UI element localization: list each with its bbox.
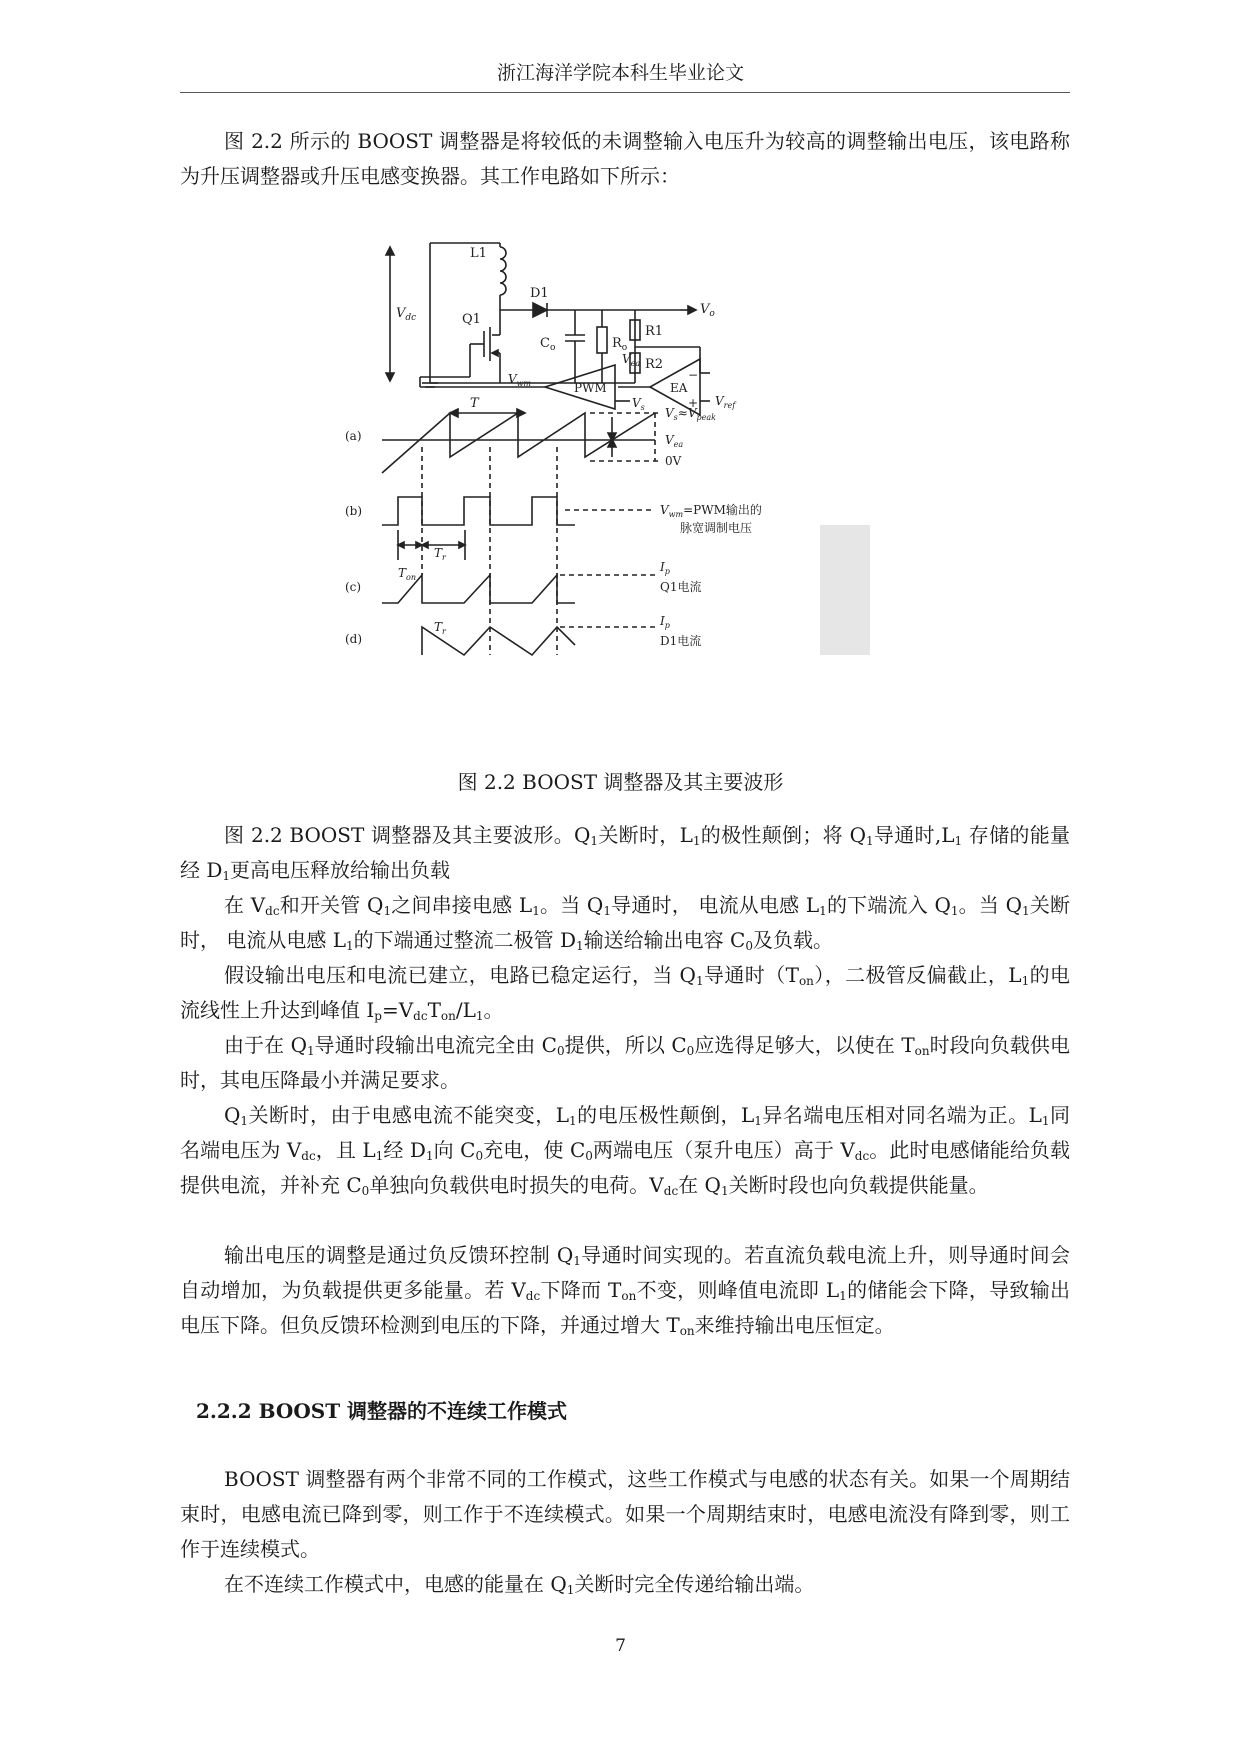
svg-text:Tr: [434, 546, 447, 562]
label-Vs: V: [632, 396, 641, 410]
label-d: (d): [345, 632, 363, 646]
page-header: 浙江海洋学院本科生毕业论文: [496, 62, 744, 84]
label-Vea-a: V: [665, 433, 674, 447]
svg-text:Vwm=PWM输出的: [660, 502, 762, 519]
label-Ro-sub: o: [621, 343, 628, 353]
page-number: 7: [615, 1636, 626, 1656]
label-approx: ≈: [677, 406, 688, 420]
section-heading: 2.2.2 BOOST 调整器的不连续工作模式: [196, 1399, 568, 1423]
svg-text:Vwm: [508, 372, 532, 388]
label-c: (c): [345, 580, 362, 594]
label-Tr-sub: r: [442, 553, 446, 562]
paragraph-7: BOOST 调整器有两个非常不同的工作模式，这些工作模式与电感的状态有关。如果一个周期结束时，电感电流已降到零，则工作于不连续模式。如果一个周期结束时，电感电流没有降到零，则工作于连续模式。: [180, 1467, 1070, 1561]
svg-text:Vea: [665, 433, 683, 449]
label-Co-sub: o: [549, 343, 556, 353]
label-Ton-sub: on: [406, 573, 416, 582]
label-Vwm-sub: wm: [516, 379, 532, 388]
label-Vo-sub: o: [709, 309, 715, 319]
label-R2: R2: [645, 357, 664, 372]
svg-text:Ip: [659, 560, 670, 576]
label-T: T: [470, 396, 479, 411]
label-Vwm: V: [508, 372, 517, 386]
header-rule: [180, 92, 1070, 93]
svg-text:Co: [540, 336, 555, 353]
label-Vref: V: [715, 394, 724, 408]
label-L1: L1: [470, 246, 487, 261]
label-Tr-d-sub: r: [442, 627, 446, 636]
label-Vpeak: V: [687, 406, 697, 420]
svg-text:Vdc: [396, 306, 416, 323]
svg-text:Vref: [715, 394, 737, 410]
label-EA: EA: [670, 381, 688, 395]
paragraph-8: 在不连续工作模式中，电感的能量在 $Q_1$关断时完全传递给输出端。: [224, 1572, 815, 1597]
label-R1: R1: [645, 324, 664, 339]
svg-text:Vo: [700, 302, 715, 319]
label-Vwm-b-sub: wm: [668, 510, 684, 519]
label-Ip-c-sub: p: [664, 567, 670, 576]
paragraph-6: 输出电压的调整是通过负反馈环控制 $Q_1$导通时间实现的。若直流负载电流上升，则导通时间会自动增加，为负载提供更多能量。若 $V_{dc}$下降而 $T_{on}$不变，则峰值电流即 $L_1$的储能会下降，导致输出电压下降。但负反馈环检测到电压的下降，并通过增大 $T_{on}$来维持输出电压恒定。: [180, 1243, 1071, 1338]
label-Q1: Q1: [462, 312, 481, 327]
intro-paragraph: 图 2.2 所示的 BOOST 调整器是将较低的未调整输入电压升为较高的调整输出电压，该电路称为升压调整器或升压电感变换器。其工作电路如下所示：: [180, 129, 1070, 188]
label-Co: C: [540, 336, 550, 351]
label-Ton: T: [398, 566, 407, 580]
label-Vea-a-sub: ea: [673, 440, 684, 449]
svg-text:Vs: [632, 396, 645, 412]
label-b: (b): [345, 504, 363, 518]
label-d1-current: D1电流: [660, 634, 702, 648]
label-EA-minus: −: [688, 368, 699, 382]
svg-text:Tr: [434, 620, 447, 636]
paragraph-5: $Q_1$关断时，由于电感电流不能突变，$L_1$的电压极性颠倒，$L_1$异名端电压相对同名端为正。$L_1$同名端电压为 $V_{dc}$，且 $L_1$经 $D_1$向 $C_0$充电，使 $C_0$两端电压（泵升电压）高于 $V_{dc}$。此时电感储能给负载提供电流，并补充 $C_0$单独向负载供电时损失的电荷。$V_{dc}$在 $Q_1$关断时段也向负载提供能量。: [180, 1103, 1071, 1198]
paragraph-4: 由于在 $Q_1$导通时段输出电流完全由 $C_0$提供，所以 $C_0$应选得足够大，以使在 $T_{on}$时段向负载供电时，其电压降最小并满足要求。: [180, 1033, 1070, 1092]
svg-text:Ip: [659, 614, 670, 630]
label-Ip-d: I: [660, 614, 665, 628]
label-Vo: V: [700, 302, 710, 317]
label-Vpeak-sub: peak: [696, 413, 716, 422]
label-Vea-sub: ea: [630, 359, 641, 368]
paragraph-3: 假设输出电压和电流已建立，电路已稳定运行，当 $Q_1$导通时$(T_{on})$，二极管反偏截止，$L_1$的电流线性上升达到峰值 $I_p=V_{dc}T_{on}/L_1$。: [180, 963, 1071, 1023]
label-Ro: R: [612, 336, 622, 351]
label-PWM: PWM: [574, 381, 607, 395]
label-Vea: V: [622, 352, 631, 366]
figure-caption: 图 2.2 BOOST 调整器及其主要波形: [457, 770, 784, 794]
label-Ip-c: I: [660, 560, 665, 574]
label-a: (a): [345, 429, 362, 443]
label-Vwm-b: V: [660, 503, 669, 517]
paragraph-2: 在 $V_{dc}$和开关管 $Q_1$之间串接电感 $L_1$。当 $Q_1$导通时， 电流从电感 $L_1$的下端流入 $Q_1$。当 $Q_1$关断时， 电流从电感 $L_1$的下端通过整流二极管 $D_1$输送给输出电容 $C_0$及负载。: [180, 893, 1071, 953]
label-pwm-note1: =PWM输出的: [683, 503, 762, 517]
watermark-stamp: [820, 525, 870, 655]
label-Vdc-sub: dc: [405, 313, 417, 323]
svg-text:Vs≈Vpeak: [665, 406, 716, 422]
label-q1-current: Q1电流: [660, 580, 702, 594]
label-Vs-sub: s: [640, 403, 645, 412]
label-Vs-a-sub: s: [673, 413, 678, 422]
label-D1: D1: [530, 286, 549, 301]
label-Tr: T: [434, 546, 443, 560]
label-0V: 0V: [665, 454, 682, 468]
label-Vs-a: V: [665, 406, 674, 420]
label-Tr-d: T: [434, 620, 443, 634]
svg-text:Ton: [398, 566, 416, 582]
svg-text:Ro: [612, 336, 627, 353]
label-pwm-note2: 脉宽调制电压: [680, 521, 753, 535]
label-EA-plus: +: [688, 396, 699, 410]
svg-text:Vea: [622, 352, 640, 368]
boost-figure: [345, 235, 910, 755]
label-Ip-d-sub: p: [664, 621, 670, 630]
paragraph-1: 图 2.2 BOOST 调整器及其主要波形。$Q_1$关断时，$L_1$的极性颠倒；将 $Q_1$导通时$,L_1$ 存储的能量经 $D_1$更高电压释放给输出负载: [180, 823, 1070, 883]
label-Vref-sub: ref: [723, 401, 736, 410]
label-Vdc: V: [396, 306, 406, 321]
